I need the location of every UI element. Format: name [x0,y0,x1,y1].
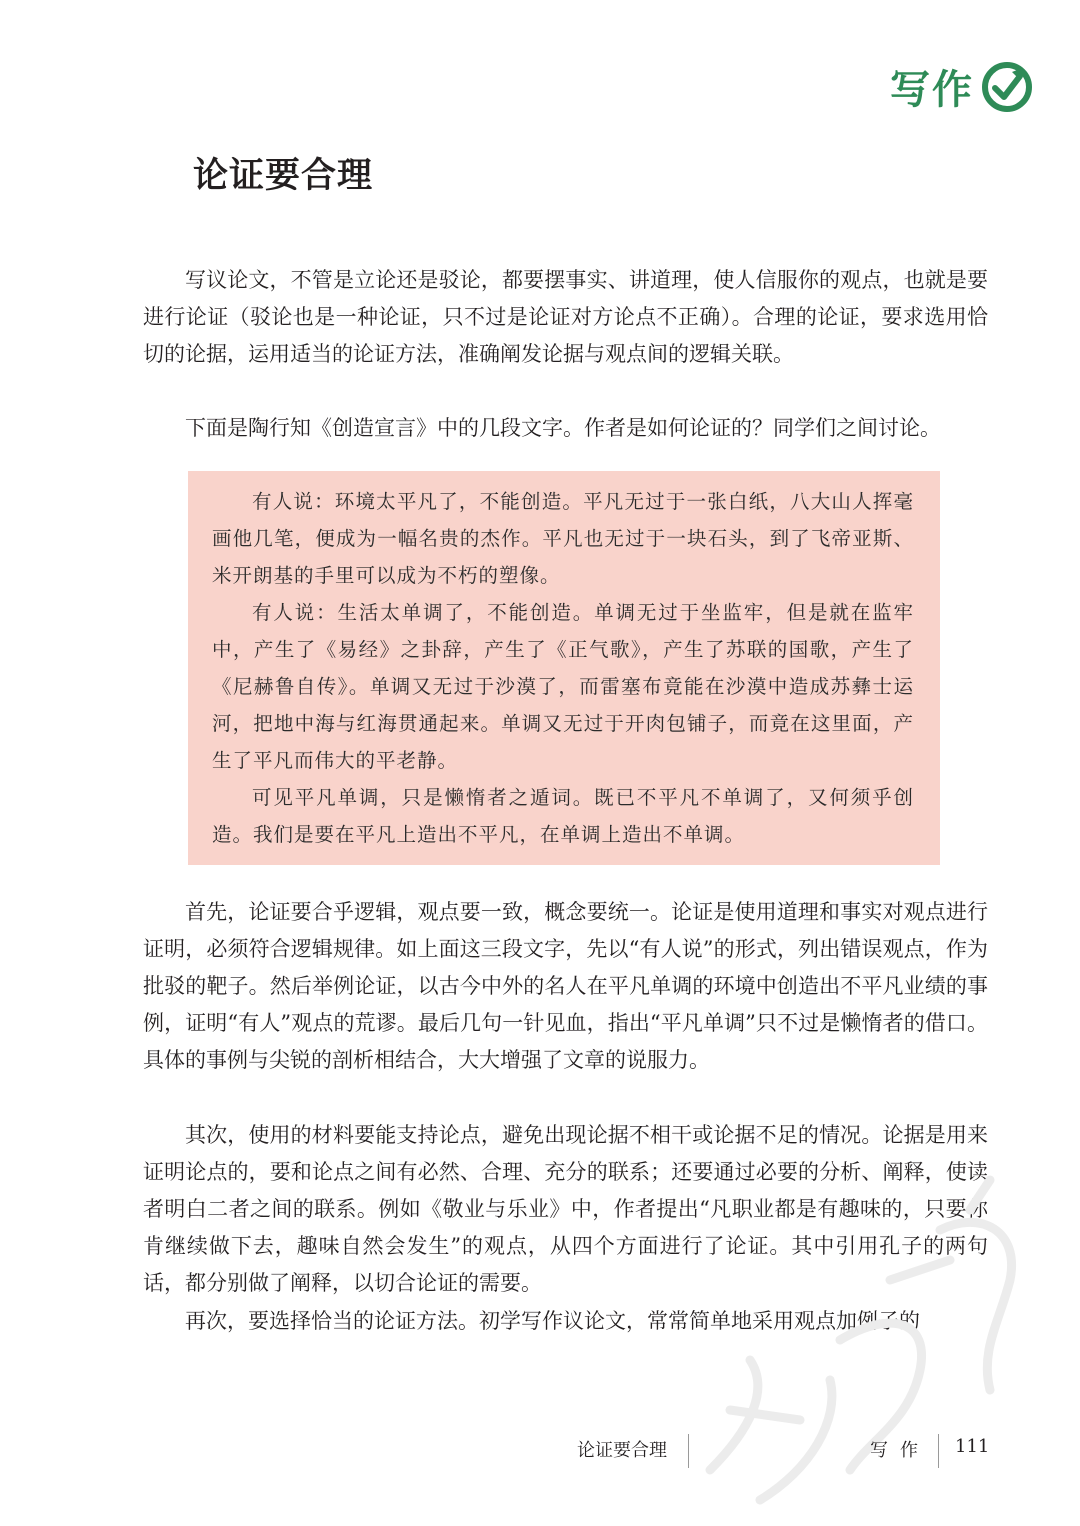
intro-paragraph-2: 下面是陶行知《创造宣言》中的几段文字。作者是如何论证的？同学们之间讨论。 [185,416,941,440]
body-paragraph-2: 其次，使用的材料要能支持论点，避免出现论据不相干或论据不足的情况。论据是用来证明论点的，要和论点之间有必然、合理、充分的联系；还要通过必要的分析、阐释，使读者明白二者之间的联系。例如《敬业与乐业》中，作者提出“凡职业都是有趣味的，只要你肯继续做下去，趣味自然会发生”的观点，从四个方面进行了论证。其中引用孔子的两句话，都分别做了阐释，以切合论证的需要。 [143,1123,988,1295]
footer-divider [688,1434,689,1468]
pen-check-icon [982,62,1032,112]
section-tag [890,58,1032,115]
quote-paragraph-3: 可见平凡单调，只是懒惰者之遁词。既已不平凡不单调了，又何须乎创造。我们是要在平凡上造出不平凡，在单调上造出不单调。 [212,786,914,846]
footer-section: 写作 [870,1440,930,1461]
footer-chapter-title: 论证要合理 [577,1440,667,1461]
quote-box [188,471,940,865]
body-paragraph-3: 再次，要选择恰当的论证方法。初学写作议论文，常常简单地采用观点加例子的 [185,1309,920,1333]
section-tag-label: 写作 [890,67,974,113]
quote-paragraph-2: 有人说：生活太单调了，不能创造。单调无过于坐监牢，但是就在监牢中，产生了《易经》之卦辞，产生了《正气歌》，产生了苏联的国歌，产生了《尼赫鲁自传》。单调又无过于沙漠了，而雷塞布竟能在沙漠中造成苏彝士运河，把地中海与红海贯通起来。单调又无过于开肉包铺子，而竟在这里面，产生了平凡而伟大的平老静。 [212,601,914,772]
intro-paragraph-1: 写议论文，不管是立论还是驳论，都要摆事实、讲道理，使人信服你的观点，也就是要进行论证（驳论也是一种论证，只不过是论证对方论点不正确）。合理的论证，要求选用恰切的论据，运用适当的论证方法，准确阐发论据与观点间的逻辑关联。 [143,268,988,366]
footer-divider [938,1434,939,1468]
quote-paragraph-1: 有人说：环境太平凡了，不能创造。平凡无过于一张白纸，八大山人挥毫画他几笔，便成为一幅名贵的杰作。平凡也无过于一块石头，到了飞帝亚斯、米开朗基的手里可以成为不朽的塑像。 [212,490,914,587]
body-paragraph-1: 首先，论证要合乎逻辑，观点要一致，概念要统一。论证是使用道理和事实对观点进行证明，必须符合逻辑规律。如上面这三段文字，先以“有人说”的形式，列出错误观点，作为批驳的靶子。然后举例论证，以古今中外的名人在平凡单调的环境中创造出不平凡业绩的事例，证明“有人”观点的荒谬。最后几句一针见血，指出“平凡单调”只不过是懒惰者的借口。具体的事例与尖锐的剖析相结合，大大增强了文章的说服力。 [143,900,988,1072]
page-title: 论证要合理 [193,156,374,196]
page-number: 111 [955,1436,990,1457]
